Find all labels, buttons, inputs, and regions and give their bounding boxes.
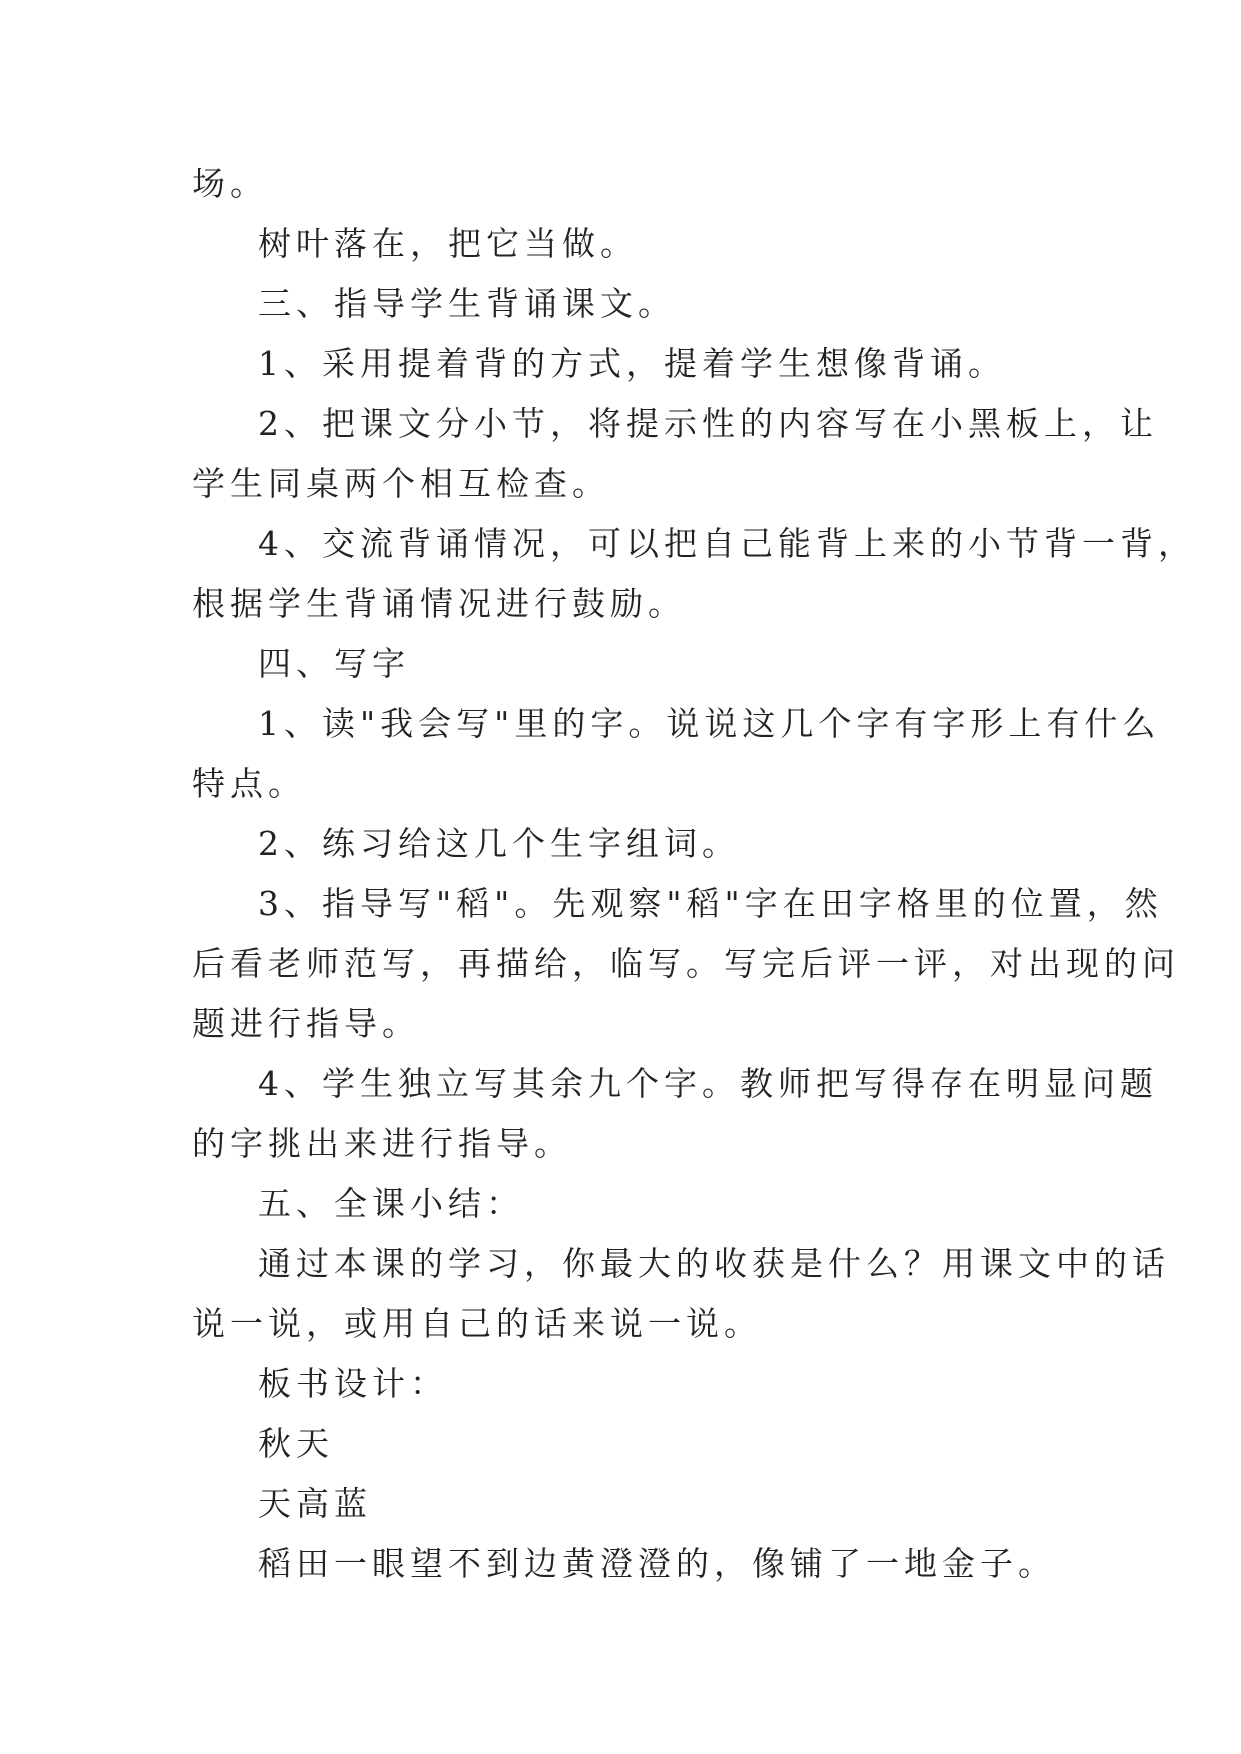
section-heading: 五、全课小结：	[258, 1184, 524, 1223]
text-line: 学生同桌两个相互检查。	[192, 464, 610, 503]
text-line: 题进行指导。	[192, 1004, 420, 1043]
text-line: 后看老师范写，再描给，临写。写完后评一评，对出现的问	[192, 944, 1180, 983]
text-line: 1、采用提着背的方式，提着学生想像背诵。	[258, 344, 1006, 383]
text-line: 秋天	[258, 1424, 334, 1463]
text-line: 天高蓝	[258, 1484, 372, 1523]
text-line: 2、练习给这几个生字组词。	[258, 824, 740, 863]
text-line: 3、指导写"稻"。先观察"稻"字在田字格里的位置，然	[258, 884, 1163, 923]
text-line: 通过本课的学习，你最大的收获是什么？用课文中的话	[258, 1244, 1170, 1283]
text-line: 特点。	[192, 764, 306, 803]
section-heading: 三、指导学生背诵课文。	[258, 284, 676, 323]
text-line: 说一说，或用自己的话来说一说。	[192, 1304, 762, 1343]
text-line: 4、学生独立写其余九个字。教师把写得存在明显问题	[258, 1064, 1158, 1103]
section-heading: 四、写字	[258, 644, 410, 683]
text-line: 稻田一眼望不到边黄澄澄的，像铺了一地金子。	[258, 1544, 1056, 1583]
section-heading: 板书设计：	[258, 1364, 448, 1403]
text-line: 2、把课文分小节，将提示性的内容写在小黑板上，让	[258, 404, 1158, 443]
text-line: 场。	[192, 164, 268, 203]
text-line: 树叶落在，把它当做。	[258, 224, 638, 263]
text-line: 根据学生背诵情况进行鼓励。	[192, 584, 686, 623]
text-line: 的字挑出来进行指导。	[192, 1124, 572, 1163]
text-line: 1、读"我会写"里的字。说说这几个字有字形上有什么	[258, 704, 1161, 743]
text-line: 4、交流背诵情况，可以把自己能背上来的小节背一背，	[258, 524, 1196, 563]
